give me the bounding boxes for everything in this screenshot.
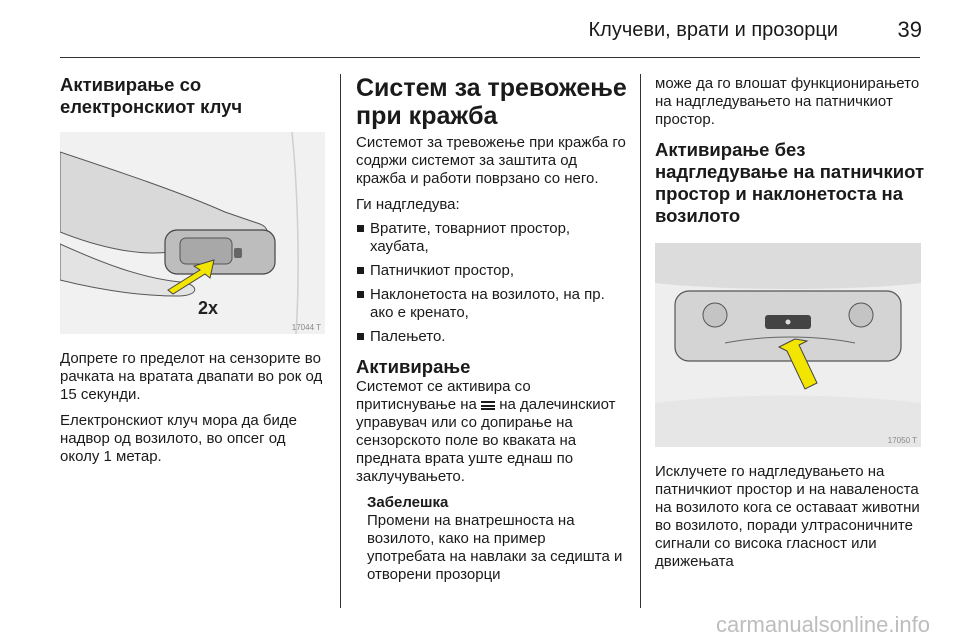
- figure-code: 17044 T: [291, 323, 321, 332]
- header-divider: [60, 57, 920, 58]
- lock-key-icon: [481, 401, 495, 410]
- heading-anti-theft-alarm: Систем за тревожење при кражба: [356, 74, 627, 130]
- heading-activation: Активирање: [356, 356, 471, 377]
- section-title: Клучеви, врати и прозорци: [588, 19, 838, 41]
- list-item: Патничкиот простор,: [356, 262, 628, 280]
- page-header: [0, 0, 960, 60]
- watermark: carmanualsonline.info: [715, 612, 930, 637]
- heading-deactivate-monitoring: Активирање без надгледување на патничкиот простор и наклонетоста на возилото: [655, 139, 925, 226]
- double-tap-label: 2x: [198, 298, 219, 318]
- list-item: Наклонетоста на возилото, на пр. ако е кренато,: [356, 286, 628, 322]
- note-box: [367, 494, 628, 584]
- list-item: Вратите, товарниот простор, хаубата,: [356, 220, 628, 256]
- paragraph-disable-monitoring: Исклучете го надгледувањето на патничкиот простор и на наваленоста на возилото кога се оставаат животни во возилото, поради ултрасоничните сигнали со висока гласност или движењата: [655, 463, 920, 570]
- note-text: Промени на внатрешноста на возилото, како на пример употребата на навлаки за седишта и отворени прозорци: [367, 512, 623, 583]
- door-handle-illustration: [60, 132, 325, 334]
- paragraph-monitors: Ги надгледува:: [356, 196, 460, 213]
- paragraph-activation: [356, 378, 628, 486]
- activation-text-end: на далечинскиот управувач или со допирање на сензорското поле во кваката на предната врата уште еднаш по заклучувањето.: [356, 396, 616, 485]
- column-divider-1: [340, 74, 341, 608]
- column-2: [356, 74, 628, 584]
- monitored-items-list: [356, 220, 628, 346]
- ceiling-console-illustration: [655, 243, 921, 447]
- column-3: [655, 75, 925, 571]
- figure-ceiling-console: [655, 243, 921, 447]
- figure-door-handle: [60, 132, 325, 334]
- list-item: Палењето.: [356, 328, 628, 346]
- heading-electronic-key: Активирање со електронскиот клуч: [60, 74, 243, 117]
- column-divider-2: [640, 74, 641, 608]
- note-title: Забелешка: [367, 494, 449, 511]
- paragraph-continued: може да го влошат функционирањето на надгледувањето на патничкиот простор.: [655, 75, 920, 128]
- page-number: 39: [897, 17, 922, 42]
- paragraph-key-range: Електронскиот клуч мора да биде надвор од возилото, во опсег од околу 1 метар.: [60, 412, 297, 465]
- paragraph-alarm-intro: Системот за тревожење при кражба го содржи системот за заштита од кражба и работи поврзано со него.: [356, 134, 626, 187]
- activation-text-start: Системот се активира со притиснување на: [356, 378, 531, 413]
- figure-code: 17050 T: [887, 436, 917, 445]
- paragraph-touch-sensor: Допрете го пределот на сензорите во рачката на вратата двапати во рок од 15 секунди.: [60, 350, 323, 403]
- column-1: [60, 74, 325, 466]
